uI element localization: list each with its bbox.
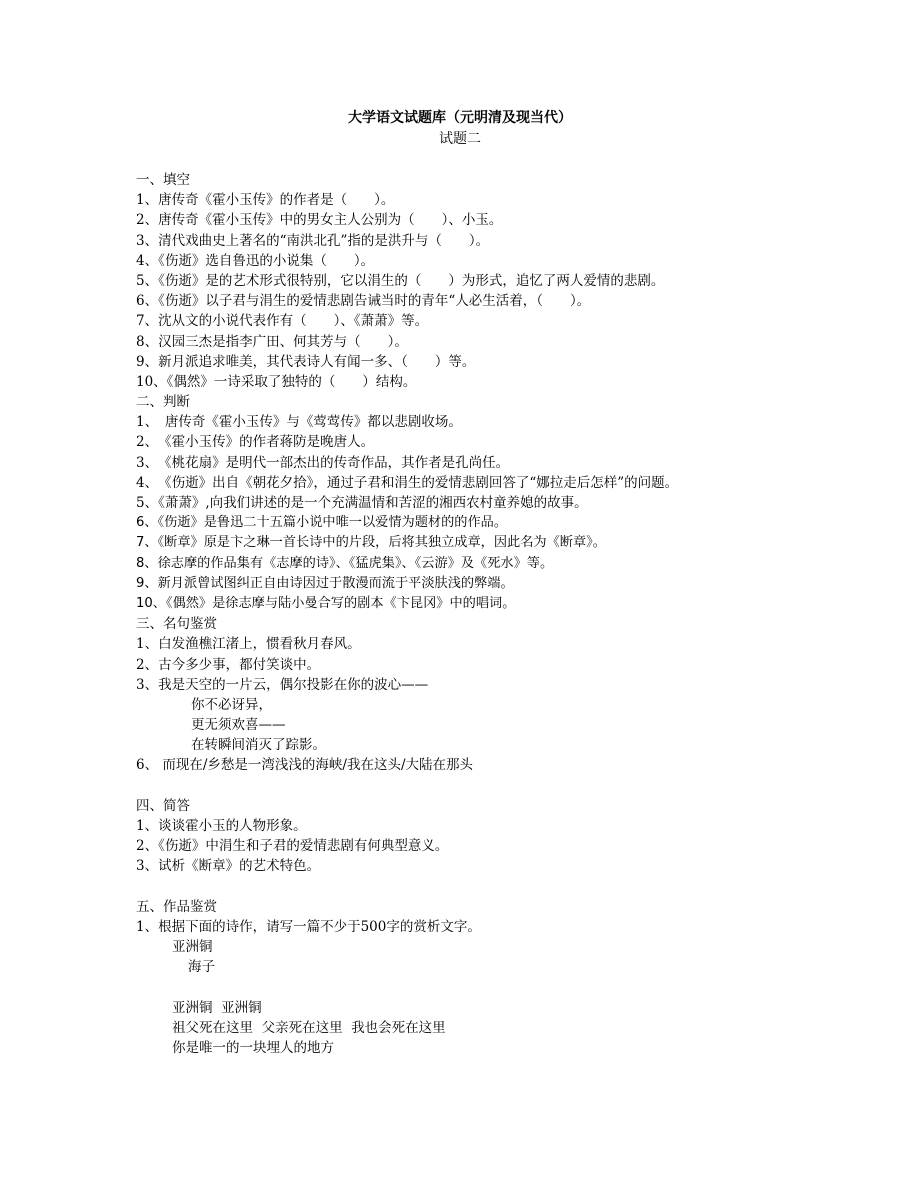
question-item: 1、唐传奇《霍小玉传》的作者是（ ）。 bbox=[136, 192, 395, 209]
poem-line: 在转瞬间消灭了踪影。 bbox=[191, 737, 326, 754]
document-title: 大学语文试题库（元明清及现当代） bbox=[348, 110, 572, 126]
question-item: 4、《伤逝》选自鲁迅的小说集（ ）。 bbox=[136, 252, 375, 269]
question-item: 1、谈谈霍小玉的人物形象。 bbox=[136, 818, 307, 834]
question-item: 1、 唐传奇《霍小玉传》与《莺莺传》都以悲剧收场。 bbox=[136, 414, 462, 431]
question-item: 1、白发渔樵江渚上，惯看秋月春风。 bbox=[136, 636, 361, 653]
section-heading-judge: 二、判断 bbox=[136, 394, 190, 411]
document-body bbox=[136, 170, 836, 1058]
question-item: 2、古今多少事，都付笑谈中。 bbox=[136, 656, 321, 673]
question-item: 7、《断章》原是卞之琳一首长诗中的片段，后将其独立成章，因此名为《断章》。 bbox=[136, 535, 606, 551]
question-item: 6、 而现在/乡愁是一湾浅浅的海峡/我在这头/大陆在那头 bbox=[136, 757, 474, 774]
section-heading-quotes: 三、名句鉴赏 bbox=[136, 616, 217, 633]
section-heading-fill: 一、填空 bbox=[136, 172, 190, 188]
poem-line: 你是唯一的一块埋人的地方 bbox=[172, 1040, 334, 1057]
question-item: 2、唐传奇《霍小玉传》中的男女主人公别为（ ）、小玉。 bbox=[136, 212, 503, 229]
question-item: 4、 《伤逝》出自《朝花夕拾》，通过子君和涓生的爱情悲剧回答了“娜拉走后怎样”的问题。 bbox=[136, 474, 679, 491]
document-subtitle: 试题二 bbox=[439, 131, 481, 147]
question-item: 6、《伤逝》以子君与涓生的爱情悲剧告诫当时的青年“人必生活着，（ ）。 bbox=[136, 293, 591, 310]
question-item: 10、《偶然》是徐志摩与陆小曼合写的剧本《卞昆冈》中的唱词。 bbox=[136, 595, 516, 611]
question-item: 3、试析《断章》的艺术特色。 bbox=[136, 858, 321, 875]
question-item: 7、沈从文的小说代表作有（ ）、《萧萧》等。 bbox=[136, 313, 429, 330]
section-heading-short-answer: 四、简答 bbox=[136, 797, 190, 814]
question-item: 10、《偶然》一诗采取了独特的（ ）结构。 bbox=[136, 373, 417, 390]
question-item: 8、汉园三杰是指李广田、何其芳与（ ）。 bbox=[136, 333, 408, 350]
question-item: 1、根据下面的诗作，请写一篇不少于500字的赏析文字。 bbox=[136, 918, 481, 935]
question-item: 3、 《桃花扇》是明代一部杰出的传奇作品，其作者是孔尚任。 bbox=[136, 454, 510, 471]
section-heading-appreciation: 五、作品鉴赏 bbox=[136, 898, 217, 915]
question-item: 3、清代戏曲史上著名的“南洪北孔”指的是洪升与（ ）。 bbox=[136, 232, 490, 249]
question-item: 5、《伤逝》是的艺术形式很特别，它以涓生的（ ）为形式，追忆了两人爱情的悲剧。 bbox=[136, 272, 665, 289]
poem-title: 亚洲铜 bbox=[172, 939, 213, 956]
question-item: 3、我是天空的一片云，偶尔投影在你的波心—— bbox=[136, 676, 429, 693]
spacer bbox=[136, 877, 836, 897]
poem-line: 你不必讶异， bbox=[191, 696, 272, 713]
question-item: 2、《伤逝》中涓生和子君的爱情悲剧有何典型意义。 bbox=[136, 838, 449, 855]
poem-line: 更无须欢喜—— bbox=[191, 717, 286, 734]
poem-line: 祖父死在这里 父亲死在这里 我也会死在这里 bbox=[172, 1019, 446, 1036]
question-item: 9、新月派曾试图纠正自由诗因过于散漫而流于平淡肤浅的弊端。 bbox=[136, 575, 514, 591]
question-item: 5、《萧萧》,向我们讲述的是一个充满温情和苦涩的湘西农村童养媳的故事。 bbox=[136, 495, 588, 511]
poem-line: 亚洲铜 亚洲铜 bbox=[172, 999, 262, 1016]
spacer bbox=[136, 776, 836, 796]
spacer bbox=[136, 978, 836, 998]
question-item: 8、徐志摩的作品集有《志摩的诗》、《猛虎集》、《云游》及《死水》等。 bbox=[136, 555, 554, 571]
poem-author: 海子 bbox=[188, 959, 215, 976]
question-item: 9、新月派追求唯美，其代表诗人有闻一多、（ ）等。 bbox=[136, 353, 476, 370]
question-item: 2、 《霍小玉传》的作者蒋防是晚唐人。 bbox=[136, 434, 375, 451]
question-item: 6、《伤逝》是鲁迅二十五篇小说中唯一以爱情为题材的的作品。 bbox=[136, 515, 508, 531]
